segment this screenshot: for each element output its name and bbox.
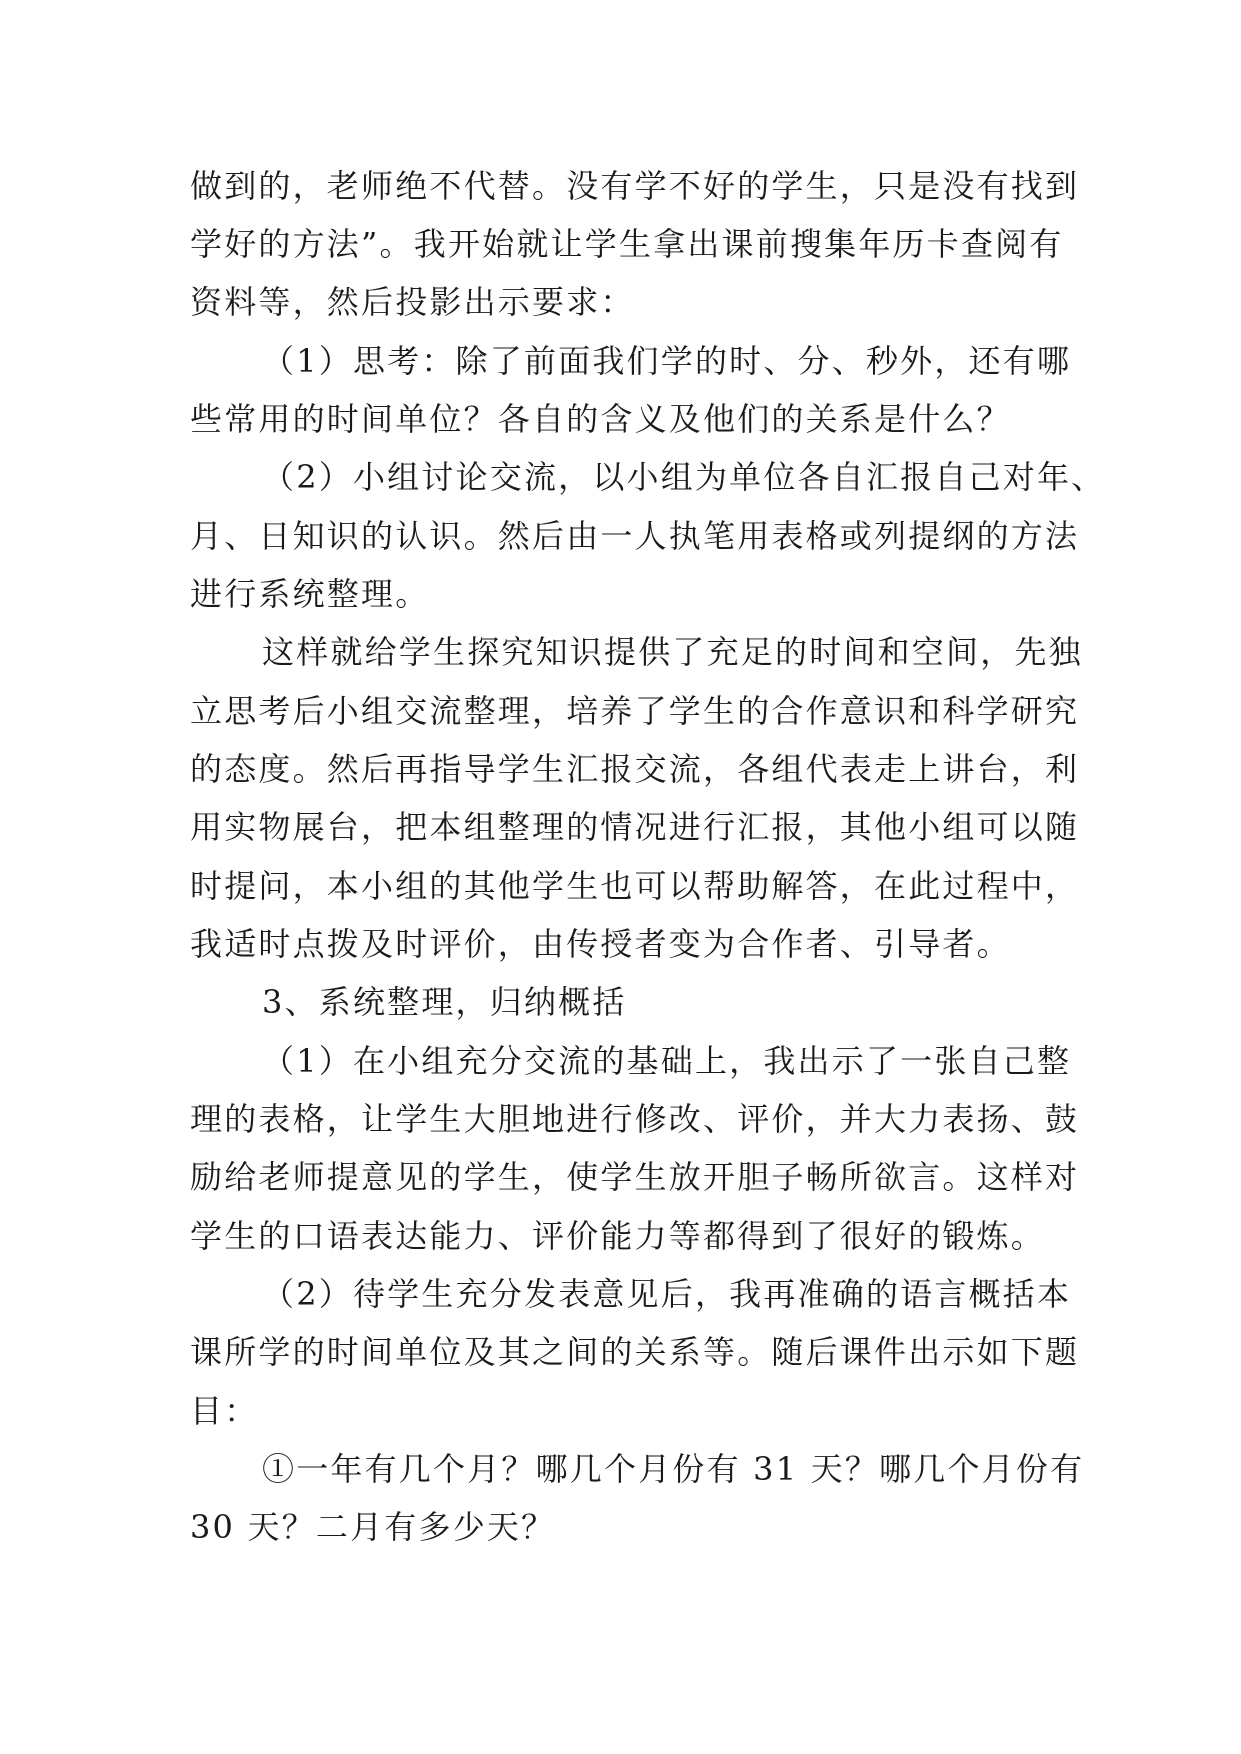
text-line: 学生的口语表达能力、评价能力等都得到了很好的锻炼。 bbox=[190, 1217, 1046, 1255]
text-line: 进行系统整理。 bbox=[190, 575, 430, 613]
text-line: 月、日知识的认识。然后由一人执笔用表格或列提纲的方法 bbox=[190, 517, 1080, 555]
text-line: 资料等，然后投影出示要求： bbox=[190, 283, 635, 321]
text-line: 学好的方法”。我开始就让学生拿出课前搜集年历卡查阅有 bbox=[190, 225, 1064, 263]
text-line: 我适时点拨及时评价，由传授者变为合作者、引导者。 bbox=[190, 925, 1011, 963]
text-line: （1）在小组充分交流的基础上，我出示了一张自己整 bbox=[262, 1042, 1072, 1080]
text-line: 这样就给学生探究知识提供了充足的时间和空间，先独 bbox=[262, 633, 1083, 671]
text-line: 目： bbox=[190, 1392, 259, 1430]
text-line: 用实物展台，把本组整理的情况进行汇报，其他小组可以随 bbox=[190, 808, 1080, 846]
text-line: （2）待学生充分发表意见后，我再准确的语言概括本 bbox=[262, 1275, 1072, 1313]
text-line: 做到的，老师绝不代替。没有学不好的学生，只是没有找到 bbox=[190, 167, 1080, 205]
text-line: 励给老师提意见的学生，使学生放开胆子畅所欲言。这样对 bbox=[190, 1158, 1080, 1196]
text-line: 课所学的时间单位及其之间的关系等。随后课件出示如下题 bbox=[190, 1333, 1080, 1371]
text-line: 的态度。然后再指导学生汇报交流，各组代表走上讲台，利 bbox=[190, 750, 1080, 788]
text-line: 些常用的时间单位？各自的含义及他们的关系是什么？ bbox=[190, 400, 1011, 438]
text-line: 30 天？二月有多少天？ bbox=[190, 1508, 556, 1546]
text-line: ①一年有几个月？哪几个月份有 31 天？哪几个月份有 bbox=[262, 1450, 1085, 1488]
text-line: 理的表格，让学生大胆地进行修改、评价，并大力表扬、鼓 bbox=[190, 1100, 1080, 1138]
text-line: 立思考后小组交流整理，培养了学生的合作意识和科学研究 bbox=[190, 692, 1080, 730]
section-heading: 3、系统整理，归纳概括 bbox=[262, 983, 627, 1021]
text-line: （1）思考：除了前面我们学的时、分、秒外，还有哪 bbox=[262, 342, 1072, 380]
text-line: （2）小组讨论交流，以小组为单位各自汇报自己对年、 bbox=[262, 458, 1106, 496]
text-line: 时提问，本小组的其他学生也可以帮助解答，在此过程中， bbox=[190, 867, 1080, 905]
